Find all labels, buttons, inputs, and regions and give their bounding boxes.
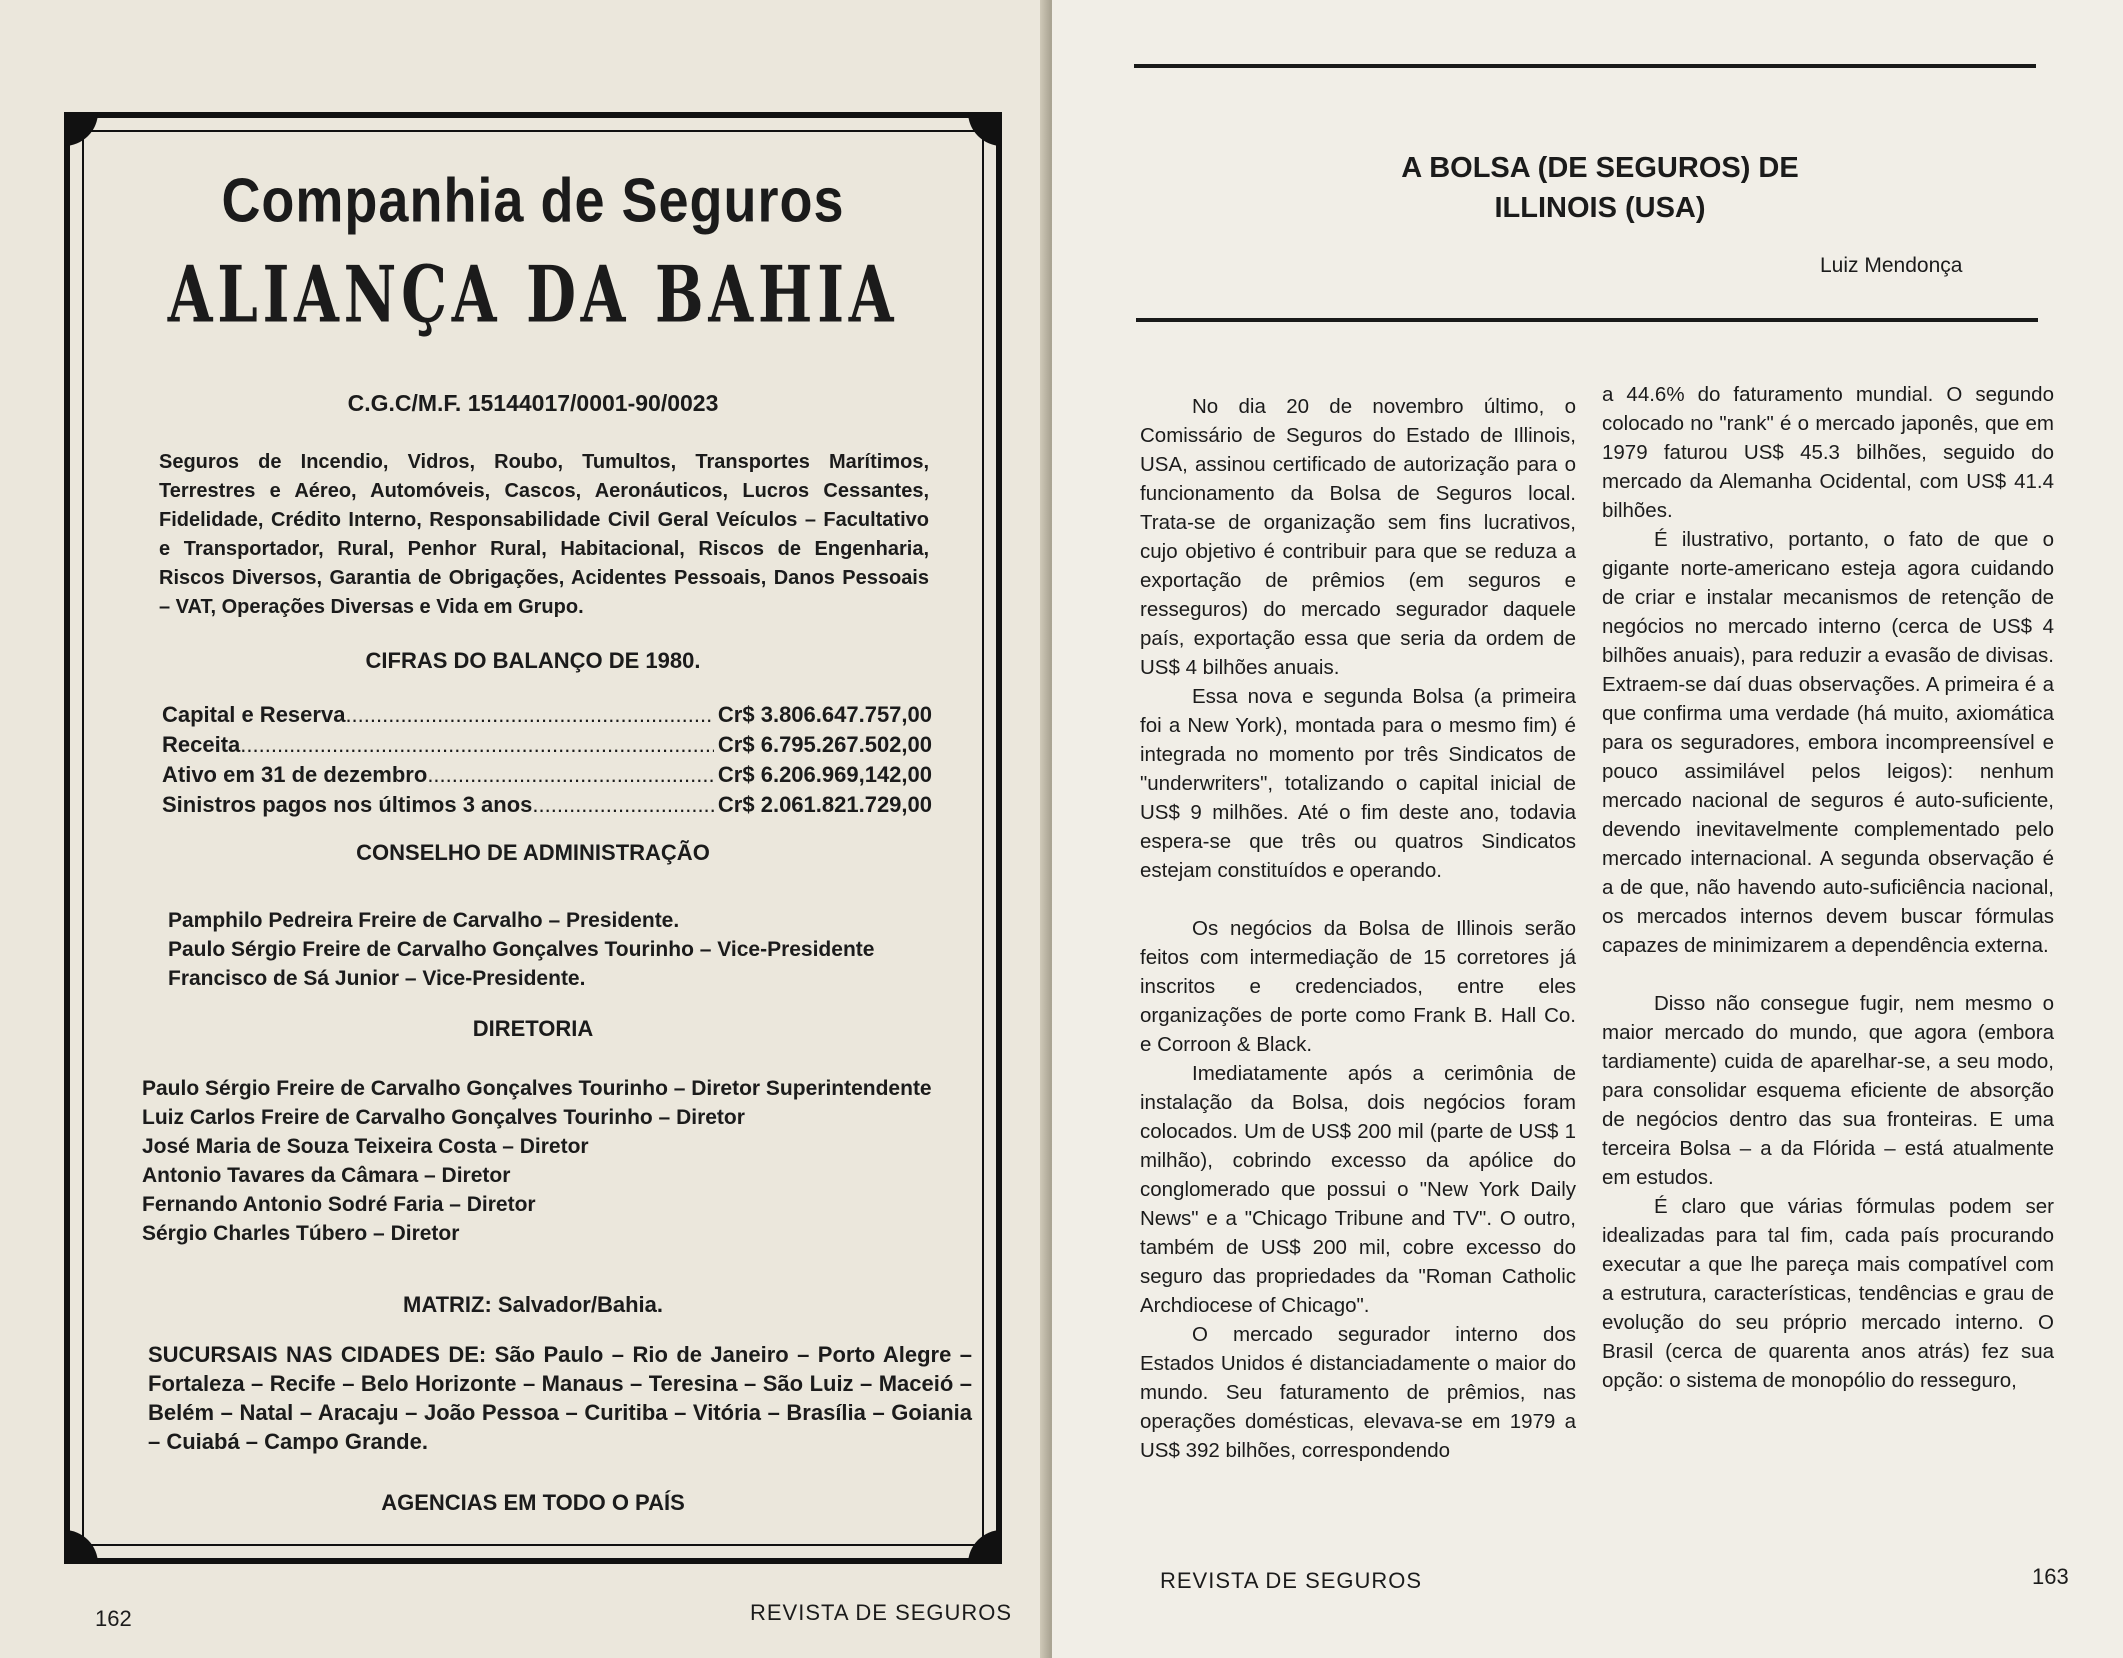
ad-lines-of-business: Seguros de Incendio, Vidros, Roubo, Tumultos, Transportes Marítimos, Terrestres e Aéreo, Automóveis, Cascos, Aeronáuticos, Lucros Cessantes, Fidelidade, Crédito Interno, Responsabilidade Civil Geral Veículos – Facultativo e Transportador, Rural, Penhor Rural, Habitacional, Riscos de Engenharia, Riscos Diversos, Garantia de Obrigações, Acidentes Pessoais, Danos Pessoais – VAT, Operações Diversas e Vida em Grupo. [159, 451, 929, 618]
running-title-left: REVISTA DE SEGUROS [750, 1600, 1013, 1625]
paragraph: Essa nova e segunda Bolsa (a primeira foi a New York), montada para o mesmo fim) é integrada no momento por três Sindicatos de "underwriters", totalizando o capital inicial de US$ 9 milhões. Até o fim deste ano, todavia espera-se que três ou quatros Sindicatos estejam constituídos e operando. [1140, 685, 1576, 882]
board-member: Francisco de Sá Junior – Vice-Presidente. [168, 967, 586, 990]
ad-directors-list [142, 1074, 932, 1248]
director: Fernando Antonio Sodré Faria – Diretor [142, 1193, 536, 1216]
article-column-2 [1602, 380, 2054, 1395]
ad-branches: SUCURSAIS NAS CIDADES DE: São Paulo – Rio de Janeiro – Porto Alegre – Fortaleza – Recife – Belo Horizonte – Manaus – Teresina – São Luiz – Maceió – Belém – Natal – Aracaju – João Pessoa – Curitiba – Vitória – Brasília – Goiania – Cuiabá – Campo Grande. [148, 1342, 972, 1454]
figure-row [162, 790, 932, 820]
director: Luiz Carlos Freire de Carvalho Gonçalves Tourinho – Diretor [142, 1106, 745, 1129]
director: Paulo Sérgio Freire de Carvalho Gonçalves Tourinho – Diretor Superintendente [142, 1077, 932, 1100]
ad-figures-heading: CIFRAS DO BALANÇO DE 1980. [365, 648, 701, 673]
figure-label: Ativo em 31 de dezembro ..... [162, 760, 714, 790]
insurance-advertisement [64, 112, 1002, 1564]
figure-row [162, 700, 932, 730]
figure-label: Capital e Reserva ..... [162, 700, 714, 730]
ad-board-heading: CONSELHO DE ADMINISTRAÇÃO [356, 840, 710, 865]
article-title-line: A BOLSA (DE SEGUROS) DE [1401, 152, 1799, 184]
figure-value: Cr$ 6.795.267.502,00 [717, 732, 932, 757]
ad-figures-table [162, 700, 932, 820]
paragraph: a 44.6% do faturamento mundial. O segundo colocado no "rank" é o mercado japonês, que em 1979 faturou US$ 45.3 bilhões, seguido do mercado da Alemanha Ocidental, com US$ 41.4 bilhões. [1602, 383, 2054, 522]
figure-value: Cr$ 6.206.969,142,00 [717, 762, 932, 787]
board-member: Pamphilo Pedreira Freire de Carvalho – Presidente. [168, 909, 680, 932]
paragraph: No dia 20 de novembro último, o Comissário de Seguros do Estado de Illinois, USA, assinou certificado de autorização para o funcionamento da Bolsa de Seguros local. Trata-se de organização sem fins lucrativos, cujo objetivo é contribuir para que se reduza a exportação de prêmios (em seguros e resseguros) do mercado segurador daquele país, exportação essa que seria da ordem de US$ 4 bilhões anuais. [1140, 395, 1576, 679]
top-rule [1134, 64, 2036, 68]
paragraph: É claro que várias fórmulas podem ser idealizadas para tal fim, cada país procurando executar a que lhe pareça mais compatível com a estrutura, características, tendências e grau de evolução do seu próprio mercado interno. O Brasil (cerca de quarenta anos atrás) fez sua opção: o sistema de monopólio do resseguro, [1602, 1195, 2054, 1392]
director: José Maria de Souza Teixeira Costa – Diretor [142, 1135, 589, 1158]
ad-headquarters: MATRIZ: Salvador/Bahia. [403, 1292, 663, 1317]
figure-label: Receita ..... [162, 730, 714, 760]
page-number-left: 162 [95, 1606, 132, 1631]
article-author: Luiz Mendonça [1820, 254, 1963, 277]
article-title-line: ILLINOIS (USA) [1494, 192, 1706, 224]
ad-board-list [168, 906, 874, 993]
bottom-rule [1136, 318, 2038, 322]
ad-directors-heading: DIRETORIA [472, 1016, 594, 1041]
paragraph: Imediatamente após a cerimônia de instalação da Bolsa, dois negócios foram colocados. Um de US$ 200 mil (parte de US$ 1 milhão), cobrindo excesso da apólice do conglomerado que possui o "New York Daily News" e a "Chicago Tribune and TV". O outro, também de US$ 200 mil, cobre excesso do seguro das propriedades da "Roman Catholic Archdiocese of Chicago". [1140, 1062, 1576, 1317]
article-column-1 [1140, 392, 1576, 1465]
paragraph: Os negócios da Bolsa de Illinois serão feitos com intermediação de 15 corretores já inscritos e credenciados, entre eles organizações de porte como Frank B. Hall Co. e Corroon & Black. [1140, 917, 1576, 1056]
paragraph: É ilustrativo, portanto, o fato de que o gigante norte-americano esteja agora cuidando de criar e instalar mecanismos de retenção de negócios no mercado interno (cerca de US$ 4 bilhões anuais), para reduzir a evasão de divisas. Extraem-se daí duas observações. A primeira é a que confirma uma verdade (há muito, axiomática para os seguradores, embora incompreensível e pouco assimilável pelos leigos): nenhum mercado nacional de seguros é auto-suficiente, devendo inevitavelmente complementado pelo mercado internacional. A segunda observação é a de que, não havendo auto-suficiência nacional, os mercados internos devem buscar fórmulas capazes de minimizarem a dependência externa. [1602, 528, 2054, 957]
ad-brand-name: ALIANÇA DA BAHIA [167, 249, 899, 341]
ad-cgc-number: C.G.C/M.F. 15144017/0001-90/0023 [347, 390, 719, 416]
director: Antonio Tavares da Câmara – Diretor [142, 1164, 511, 1187]
ad-company-line: Companhia de Seguros [221, 166, 845, 236]
figure-value: Cr$ 3.806.647.757,00 [717, 702, 932, 727]
figure-row [162, 760, 932, 790]
running-title-right: REVISTA DE SEGUROS [1160, 1568, 1423, 1593]
ad-agencies: AGENCIAS EM TODO O PAÍS [381, 1490, 685, 1515]
paragraph: O mercado segurador interno dos Estados Unidos é distanciadamente o maior do mundo. Seu faturamento de prêmios, nas operações domésticas, elevava-se em 1979 a US$ 392 bilhões, correspondendo [1140, 1323, 1576, 1462]
director: Sérgio Charles Túbero – Diretor [142, 1222, 460, 1245]
figure-row [162, 730, 932, 760]
paragraph: Disso não consegue fugir, nem mesmo o maior mercado do mundo, que agora (embora tardiamente) cuida de aparelhar-se, a seu modo, para consolidar esquema eficiente de absorção de negócios dentro das sua fronteiras. E uma terceira Bolsa – a da Flórida – está atualmente em estudos. [1602, 992, 2054, 1189]
page-number-right: 163 [2032, 1564, 2069, 1589]
figure-value: Cr$ 2.061.821.729,00 [717, 792, 932, 817]
board-member: Paulo Sérgio Freire de Carvalho Gonçalves Tourinho – Vice-Presidente [168, 938, 875, 961]
article-title [1290, 148, 1910, 228]
figure-label: Sinistros pagos nos últimos 3 anos ..... [162, 790, 714, 820]
